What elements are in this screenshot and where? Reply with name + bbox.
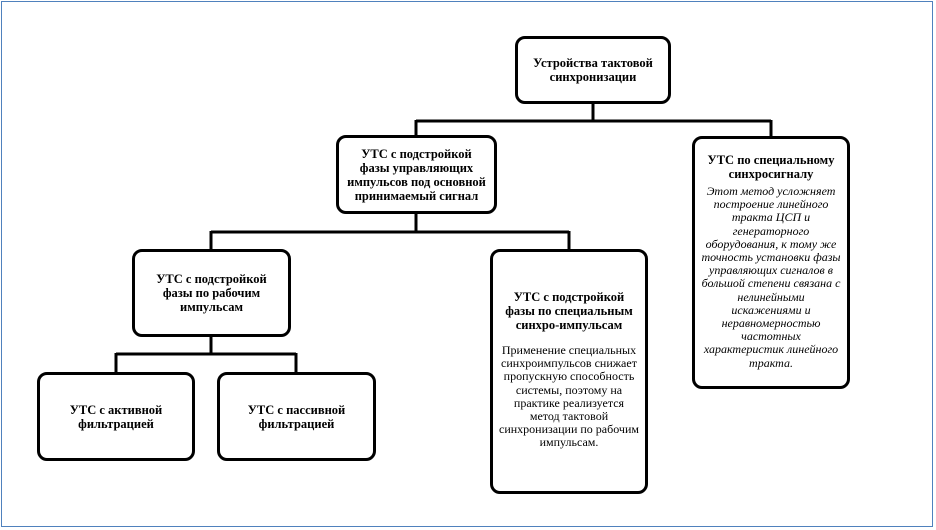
node-title: УТС с пассивной фильтрацией [247,402,346,431]
node-title: Устройства тактовой синхронизации [533,56,653,84]
node-clock-sync-devices [515,36,671,104]
node-working-pulses [132,249,291,337]
node-title: УТС с подстройкой фазы по рабочим импульсам [156,272,267,314]
node-description: Применение специальных синхроимпульсов снижает пропускную способность системы, поэтому на практике реализуется метод тактовой синхронизации по рабочим импульсам. [499,343,639,450]
node-active-filter [37,372,195,461]
node-title: УТС с подстройкой фазы управляющих импульсов под основной принимаемый сигнал [347,146,486,203]
node-special-signal [692,136,850,389]
node-phase-control [336,135,497,214]
node-title: УТС с подстройкой фазы по специальным синхро-импульсам [505,290,633,332]
node-description: Этот метод усложняет построение линейного тракта ЦСП и генераторного оборудования, к тому же точность установки фазы управляющих сигналов в большой степени связана с нелинейными искажениями и неравномерностью частотных характеристик линейного тракта. [701,184,841,370]
node-title: УТС с активной фильтрацией [69,402,163,431]
node-special-sync-pulses [490,249,648,494]
node-title: УТС по специальному синхросигналу [707,153,835,181]
node-passive-filter [217,372,376,461]
